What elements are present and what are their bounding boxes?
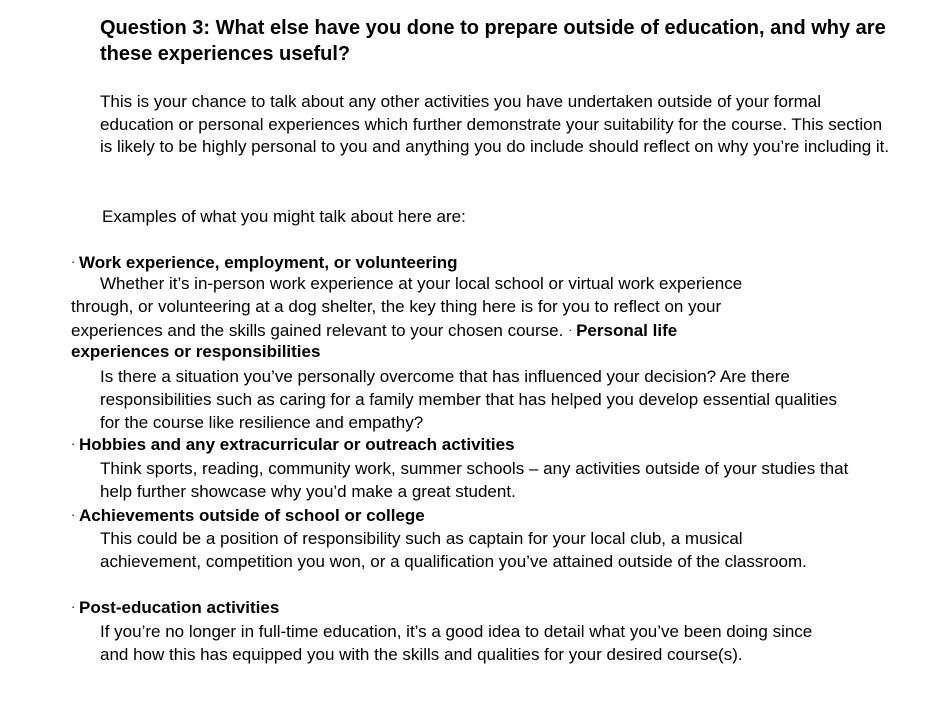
item-heading: Personal life [576, 321, 678, 340]
bullet-icon: · [71, 507, 76, 522]
item-body: This could be a position of responsibility such as captain for your local club, a musical achievement, competition you won, or a qualification you’ve attained outside of the classroom. [100, 529, 807, 571]
item-body: If you’re no longer in full-time education, it’s a good idea to detail what you’ve been doing since and how this has equipped you with the skills and qualities for your desired course(s). [100, 622, 813, 664]
bullet-icon: · [568, 322, 573, 337]
item-heading: experiences or responsibilities [71, 342, 321, 361]
item-heading: Post-education activities [79, 598, 280, 617]
bullet-icon: · [71, 436, 76, 451]
examples-intro: Examples of what you might talk about here are: [102, 207, 466, 226]
item-achievements-heading-line [71, 504, 425, 527]
item-heading: Achievements outside of school or college [79, 506, 425, 525]
item-body-line: through, or volunteering at a dog shelter, the key thing here is for you to reflect on your [71, 297, 722, 316]
item-body-text: experiences and the skills gained relevant to your chosen course. [71, 321, 564, 340]
item-hobbies-heading-line [71, 433, 515, 456]
item-work-experience-heading-line [71, 251, 458, 274]
item-heading: Work experience, employment, or volunteering [79, 253, 458, 272]
item-body: Is there a situation you’ve personally overcome that has influenced your decision? Are there responsibilities such as caring for a family member that has helped you develop essential qualities for the course like resilience and empathy? [100, 367, 838, 432]
item-post-education-heading-line [71, 596, 279, 619]
question-title: Question 3: What else have you done to prepare outside of education, and why are these experiences useful? [100, 17, 886, 65]
bullet-icon: · [71, 599, 76, 614]
item-heading: Hobbies and any extracurricular or outreach activities [79, 435, 515, 454]
bullet-icon: · [71, 254, 76, 269]
item-body-line: Whether it’s in-person work experience at your local school or virtual work experience [100, 274, 743, 293]
item-body: Think sports, reading, community work, summer schools – any activities outside of your studies that help further showcase why you’d make a great student. [100, 459, 849, 501]
intro-paragraph: This is your chance to talk about any other activities you have undertaken outside of your formal education or personal experiences which further demonstrate your suitability for the course. This section is likely to be highly personal to you and anything you do include should reflect on why you’re including it. [100, 92, 890, 157]
item-body-line-with-next-heading [71, 319, 677, 342]
